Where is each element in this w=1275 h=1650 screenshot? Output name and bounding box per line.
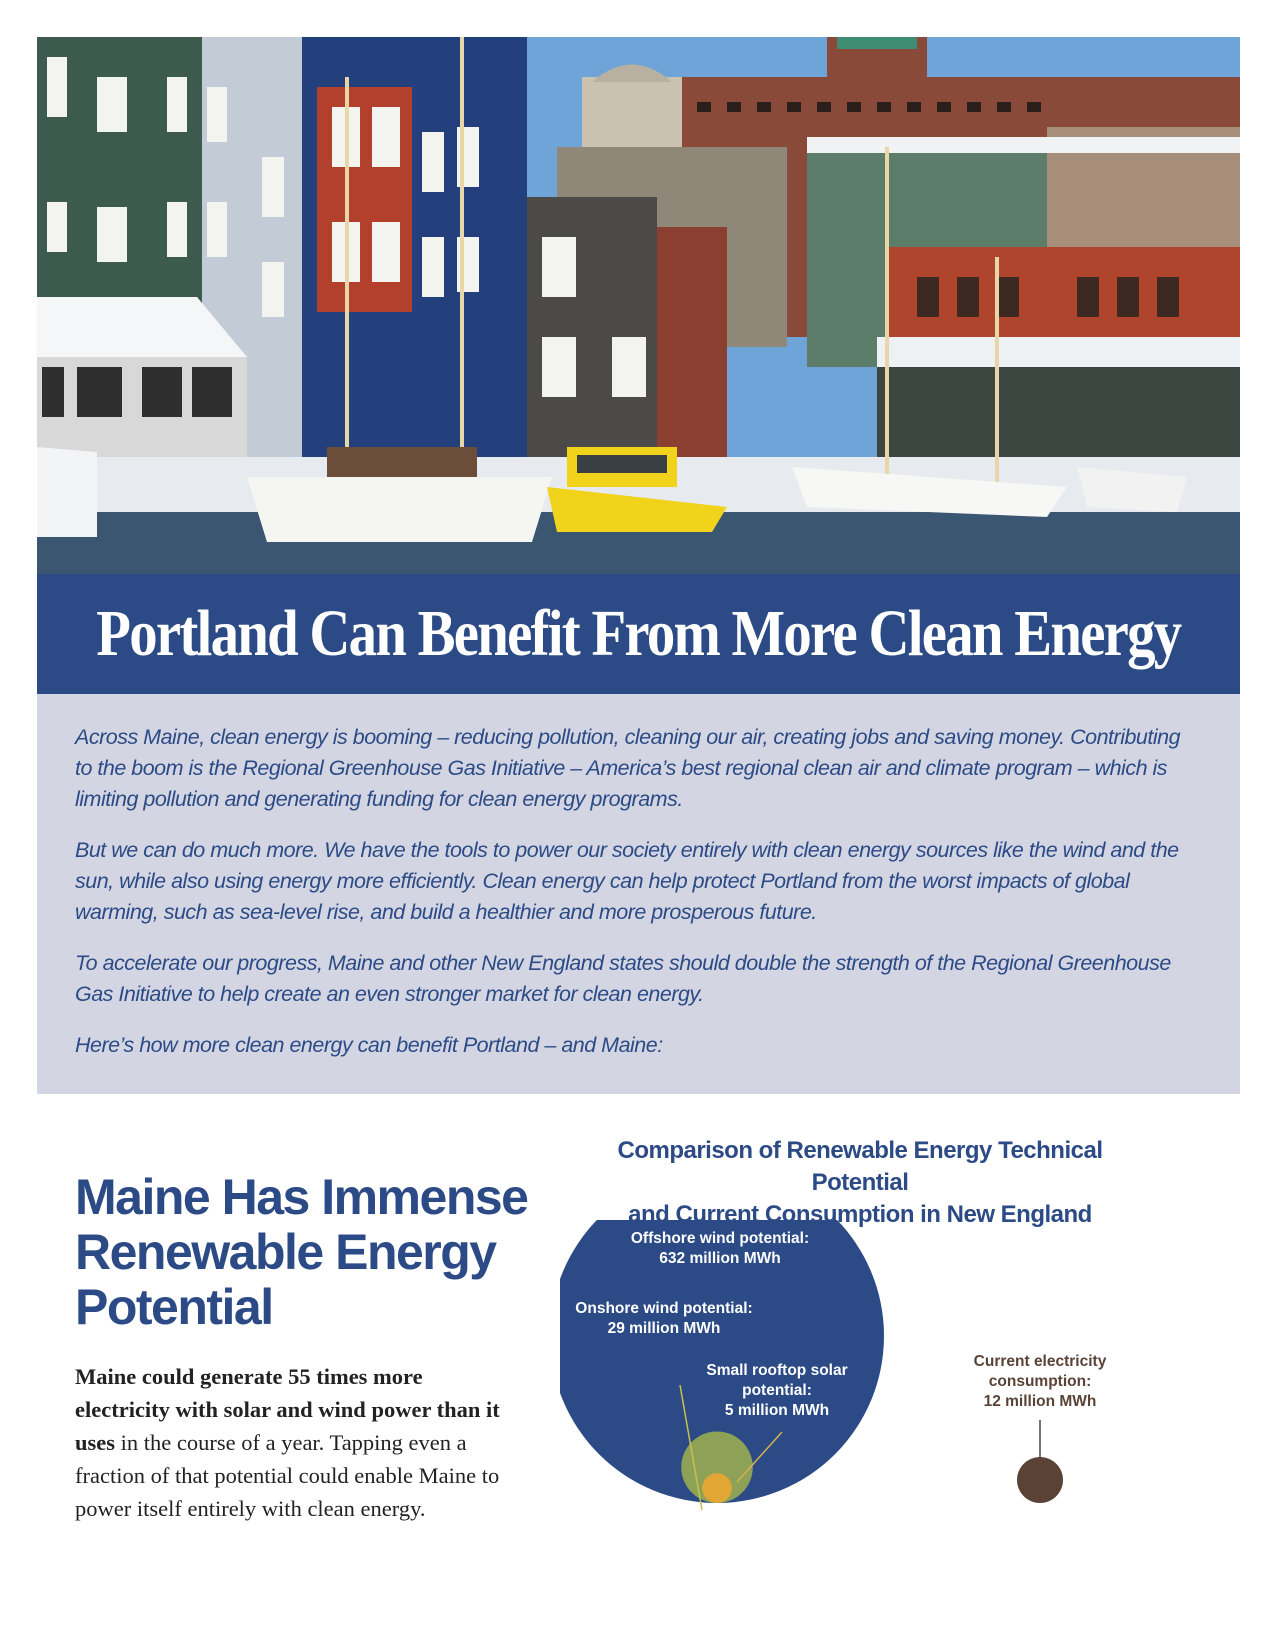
chart-title-line: Comparison of Renewable Energy Technical Potential — [617, 1137, 1103, 1196]
label-rooftop-value: 5 million MWh — [724, 1402, 830, 1419]
bubble-rooftop-solar — [702, 1473, 732, 1503]
label-consumption-value: 12 million MWh — [983, 1393, 1097, 1410]
label-consumption-name: consumption: — [988, 1373, 1092, 1390]
label-onshore-name: Onshore wind potential: — [575, 1300, 753, 1317]
waterfront-illustration — [37, 37, 1240, 574]
label-offshore-name: Offshore wind potential: — [630, 1230, 810, 1247]
intro-paragraph: Across Maine, clean energy is booming – reducing pollution, cleaning our air, creating jobs and saving money. Contributing to the boom is the Regional Greenhouse Gas Initiative – America’s best regional clean air and climate program – which is limiting pollution and generating funding for clean energy programs. — [75, 725, 1181, 811]
section-heading: Maine Has Immense Renewable Energy Potential — [75, 1169, 528, 1335]
bubble-current-consumption — [1017, 1457, 1063, 1503]
hero-photo-portland-waterfront — [37, 37, 1240, 574]
chart-title-line: and Current Consumption in New England — [628, 1201, 1092, 1228]
label-rooftop-name: Small rooftop solar — [706, 1362, 848, 1379]
page-title: Portland Can Benefit From More Clean Energy — [96, 597, 1181, 670]
section-body-bold: Maine could generate 55 times more electricity with solar and wind power than it uses — [75, 1364, 500, 1455]
bubble-chart — [560, 1220, 1240, 1640]
intro-panel — [37, 694, 1240, 1094]
intro-paragraph: Here’s how more clean energy can benefit Portland – and Maine: — [75, 1033, 663, 1057]
title-banner — [37, 574, 1240, 694]
label-offshore-value: 632 million MWh — [659, 1250, 781, 1267]
section-body-text: in the course of a year. Tapping even a fraction of that potential could enable Maine to power itself entirely with clean energy. — [75, 1430, 500, 1521]
chart-title — [580, 1135, 1140, 1231]
section-body — [75, 1360, 515, 1525]
intro-paragraph: But we can do much more. We have the tools to power our society entirely with clean energy sources like the wind and the sun, while also using energy more efficiently. Clean energy can help protect Portland from the worst impacts of global warming, such as sea-level rise, and build a healthier and more prosperous future. — [75, 838, 1179, 924]
label-rooftop-name: potential: — [742, 1382, 812, 1399]
intro-paragraph: To accelerate our progress, Maine and other New England states should double the strength of the Regional Greenhouse Gas Initiative to help create an even stronger market for clean energy. — [75, 951, 1171, 1006]
label-onshore-value: 29 million MWh — [607, 1320, 721, 1337]
label-consumption-name: Current electricity — [973, 1353, 1107, 1370]
